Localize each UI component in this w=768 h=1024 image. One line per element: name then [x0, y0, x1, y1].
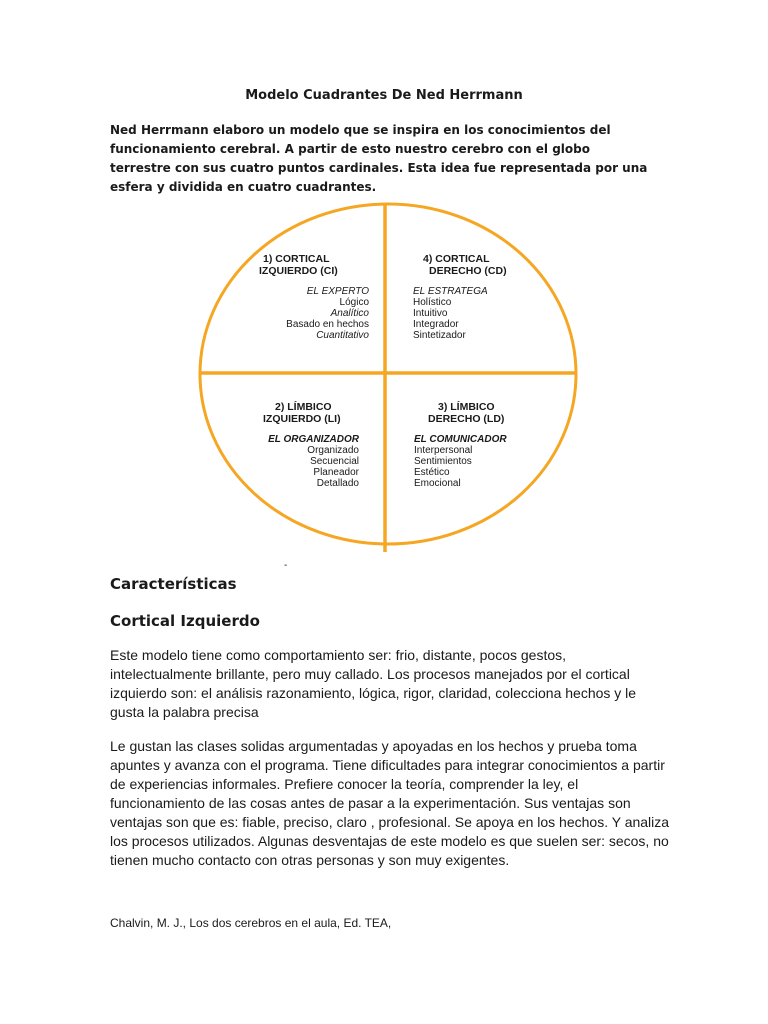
section-heading: Características [110, 575, 237, 593]
quadrant-role: EL ORGANIZADOR [268, 434, 359, 445]
quadrant-item: Basado en hechos [286, 319, 369, 330]
quadrant-heading: DERECHO (CD) [429, 265, 507, 277]
quadrant-item: Organizado [307, 445, 359, 456]
document-title: Modelo Cuadrantes De Ned Herrmann [245, 88, 523, 103]
quadrant-role: EL COMUNICADOR [414, 434, 507, 445]
subsection-heading: Cortical Izquierdo [110, 612, 260, 630]
quadrant-item: Integrador [413, 319, 459, 330]
quadrant-circle-svg [193, 196, 583, 556]
quadrant-limbico-izquierdo [259, 401, 359, 489]
stray-mark: - [284, 560, 288, 571]
quadrant-heading: 2) LÍMBICO [275, 401, 332, 413]
intro-paragraph: Ned Herrmann elaboro un modelo que se inspira en los conocimientos del funcionamiento cerebral. A partir de esto nuestro cerebro con el globo terrestre con sus cuatro puntos cardinales. Esta idea fue representada por una esfera y dividida en cuatro cuadrantes. [110, 123, 648, 194]
quadrant-item: Planeador [313, 467, 359, 478]
paragraph-2: Le gustan las clases solidas argumentadas y apoyadas en los hechos y prueba toma apuntes y avanza con el programa. Tiene dificultades para integrar conocimientos a partir de experiencias informales. Prefiere conocer la teoría, comprender la ley, el funcionamiento de las cosas antes de pasar a la experimentación. Sus ventajas son ventajas son que es: fiable, preciso, claro , profesional. Se apoya en los hechos. Y analiza los procesos utilizados. Algunas desventajas de este modelo es que suelen ser: secos, no tienen mucho contacto con otras personas y son muy exigentes. [110, 738, 670, 868]
quadrant-item: Analítico [330, 308, 369, 319]
quadrant-limbico-derecho [414, 401, 524, 489]
quadrant-heading: 1) CORTICAL [263, 253, 330, 265]
quadrant-cortical-izquierdo [259, 253, 369, 341]
quadrant-role: EL EXPERTO [306, 286, 369, 297]
quadrant-item: Interpersonal [414, 445, 473, 456]
quadrant-item: Intuitivo [413, 308, 448, 319]
paragraph-1: Este modelo tiene como comportamiento ser: frio, distante, pocos gestos, intelectualmente brillante, pero muy callado. Los procesos manejados por el cortical izquierdo son: el análisis razonamiento, lógica, rigor, claridad, colecciona hechos y le gusta la palabra precisa [110, 647, 637, 720]
quadrant-item: Cuantitativo [316, 330, 369, 341]
quadrant-role: EL ESTRATEGA [413, 286, 488, 297]
quadrant-heading: IZQUIERDO (LI) [263, 413, 341, 425]
quadrant-item: Estético [414, 467, 450, 478]
quadrant-heading: 3) LÍMBICO [438, 401, 495, 413]
quadrant-heading: DERECHO (LD) [428, 413, 505, 425]
quadrant-heading: 4) CORTICAL [423, 253, 490, 265]
quadrant-item: Lógico [339, 297, 369, 308]
quadrant-cortical-derecho [413, 253, 523, 341]
quadrant-item: Secuencial [310, 456, 359, 467]
quadrant-item: Detallado [316, 478, 359, 489]
quadrant-item: Holístico [413, 297, 452, 308]
quadrant-item: Sintetizador [413, 330, 466, 341]
herrmann-quadrant-diagram [193, 196, 583, 556]
quadrant-heading: IZQUIERDO (CI) [259, 265, 338, 277]
citation: Chalvin, M. J., Los dos cerebros en el aula, Ed. TEA, [110, 916, 392, 930]
quadrant-item: Emocional [414, 478, 461, 489]
quadrant-item: Sentimientos [414, 456, 472, 467]
